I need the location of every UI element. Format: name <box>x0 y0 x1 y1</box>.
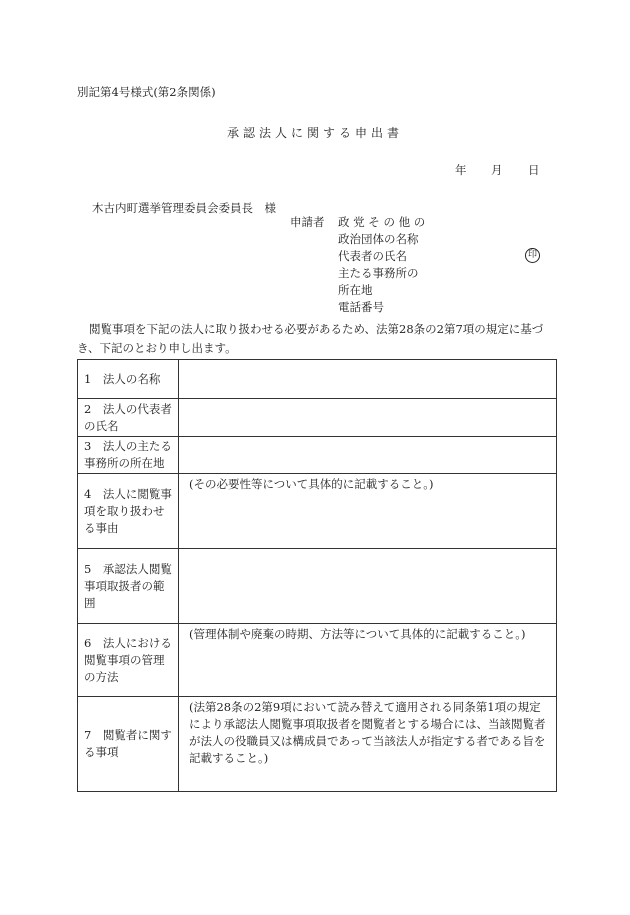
row-label-cell <box>78 549 179 624</box>
date-month-label: 月 <box>491 163 503 177</box>
row-note: (管理体制や廃棄の時期、方法等について具体的に記載すること。) <box>189 627 526 641</box>
row-label-cell <box>78 437 179 474</box>
row-label: 7 閲覧者に関する事項 <box>84 728 172 759</box>
table-row <box>78 549 557 624</box>
applicant-phone-label: 電話番号 <box>338 300 384 314</box>
row-label-cell <box>78 697 179 792</box>
form-table <box>77 359 557 792</box>
row-value-cell[interactable] <box>179 360 557 399</box>
row-note <box>179 360 556 362</box>
row-note <box>179 399 556 401</box>
table-row <box>78 399 557 437</box>
row-label-cell <box>78 474 179 549</box>
row-value-cell[interactable] <box>179 399 557 437</box>
intro-paragraph: 閲覧事項を下記の法人に取り扱わせる必要があるため、法第28条の2第7項の規定に基づき、下記のとおり申し出ます。 <box>77 322 544 355</box>
applicant-office-label-1: 主たる事務所の <box>338 266 419 280</box>
row-label: 1 法人の名称 <box>84 371 161 386</box>
applicant-representative-label: 代表者の氏名 <box>338 249 407 263</box>
row-note: (その必要性等について具体的に記載すること。) <box>189 477 434 491</box>
row-value-cell[interactable] <box>179 474 557 549</box>
date-year-label: 年 <box>455 163 467 177</box>
row-label: 4 法人に閲覧事項を取り扱わせる事由 <box>84 486 172 535</box>
seal-mark: 印 <box>525 248 540 263</box>
table-row <box>78 360 557 399</box>
table-row <box>78 474 557 549</box>
row-note <box>179 437 556 439</box>
table-row <box>78 624 557 697</box>
applicant-office-label-2: 所在地 <box>338 283 373 297</box>
form-reference: 別記第4号様式(第2条関係) <box>77 85 216 99</box>
applicant-label: 申請者 <box>290 215 325 229</box>
row-value-cell[interactable] <box>179 437 557 474</box>
row-label: 6 法人における閲覧事項の管理の方法 <box>84 635 172 684</box>
row-note: (法第28条の2第9項において読み替えて適用される同条第1項の規定により承認法人閲覧事項取扱者を閲覧者とする場合には、当該閲覧者が法人の役職員又は構成員であって当該法人が指定する者である旨を記載すること。) <box>189 700 546 765</box>
table-row <box>78 697 557 792</box>
row-label: 2 法人の代表者の氏名 <box>84 401 172 433</box>
row-label: 3 法人の主たる事務所の所在地 <box>84 439 172 470</box>
row-label-cell <box>78 360 179 399</box>
table-row <box>78 437 557 474</box>
row-note <box>179 549 556 551</box>
date-day-label: 日 <box>528 163 540 177</box>
applicant-org-name-label-1: 政 党 そ の 他 の <box>338 215 426 229</box>
row-label-cell <box>78 624 179 697</box>
row-value-cell[interactable] <box>179 549 557 624</box>
applicant-org-name-label-2: 政治団体の名称 <box>338 232 419 246</box>
document-title: 承認法人に関する申出書 <box>226 126 403 140</box>
row-label: 5 承認法人閲覧事項取扱者の範囲 <box>84 561 172 610</box>
row-label-cell <box>78 399 179 437</box>
addressee: 木古内町選挙管理委員会委員長 様 <box>92 201 276 215</box>
row-value-cell[interactable] <box>179 697 557 792</box>
row-value-cell[interactable] <box>179 624 557 697</box>
